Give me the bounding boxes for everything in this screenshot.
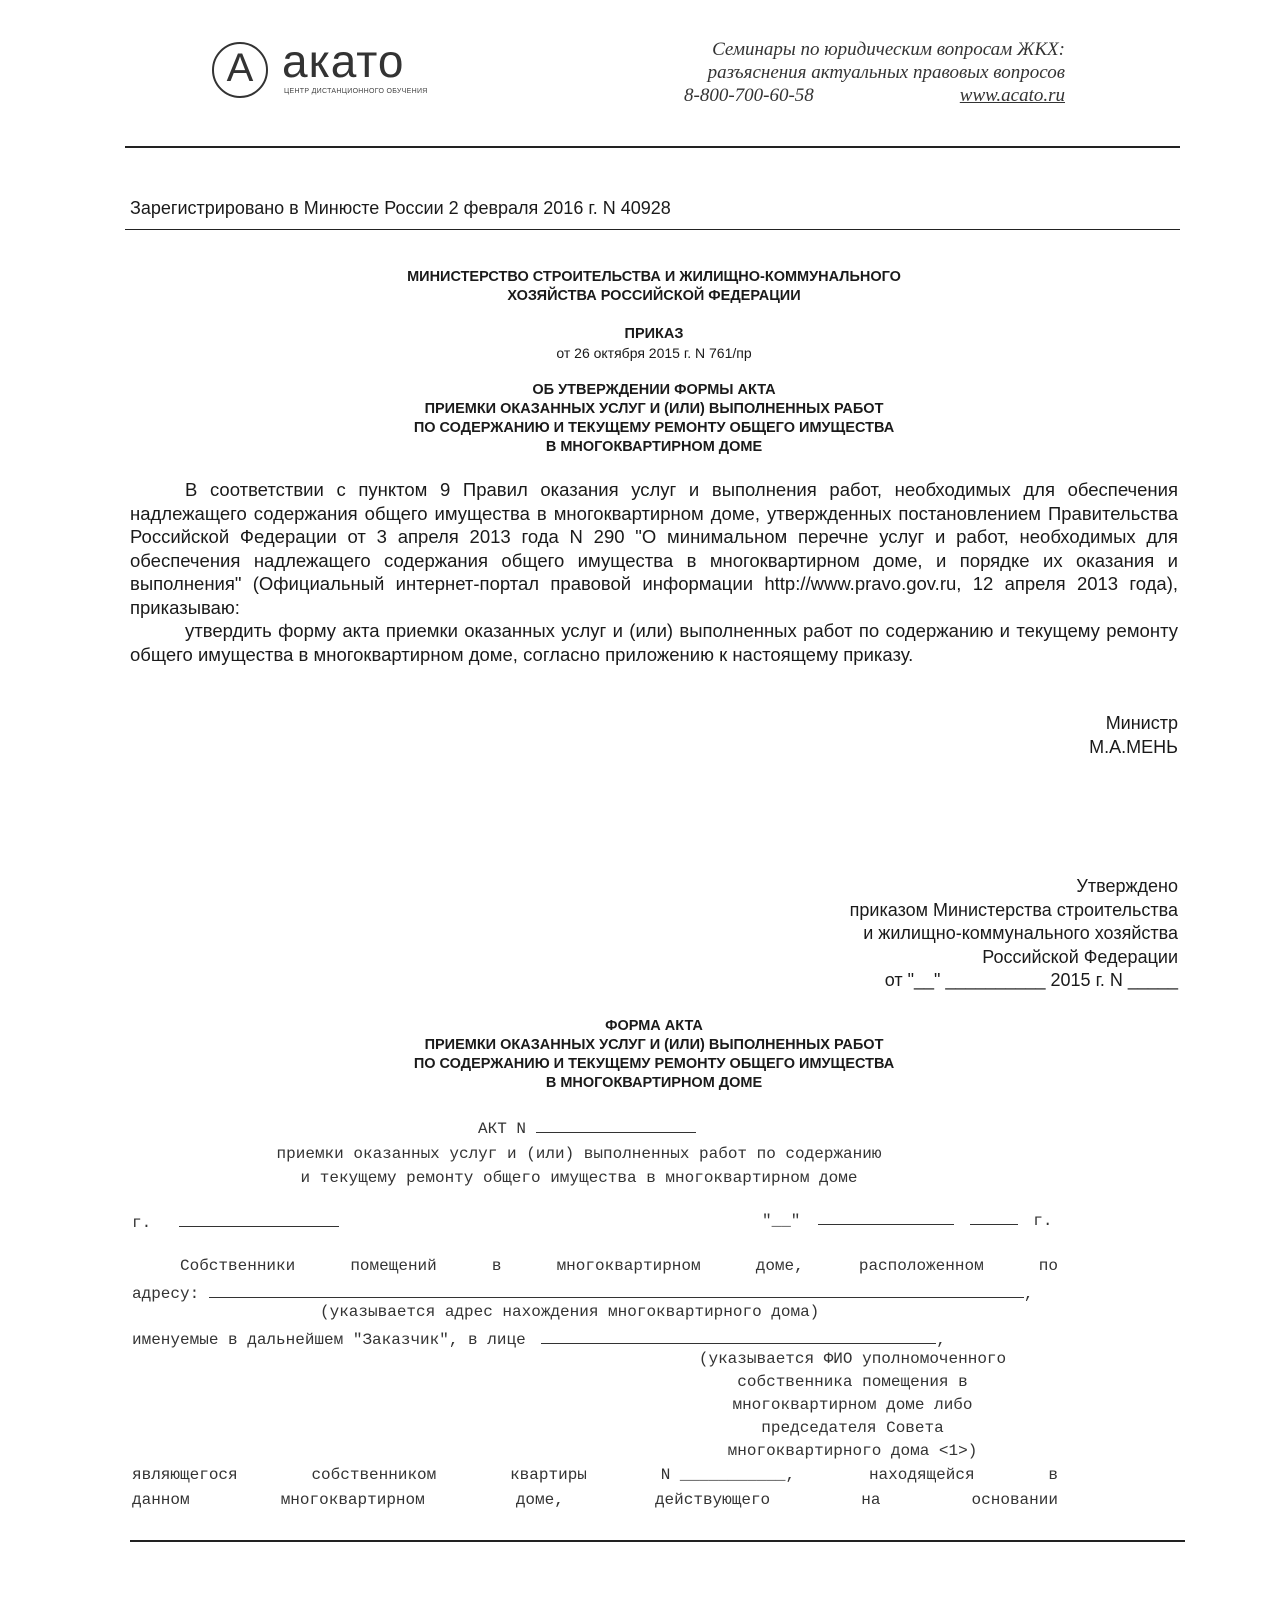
- act-number: [478, 1118, 696, 1138]
- word: находящейся: [868, 1466, 975, 1484]
- hint-line: собственника помещения в: [737, 1373, 968, 1391]
- signature-position: Министр: [1105, 713, 1178, 733]
- approval-line: Российской Федерации: [982, 946, 1178, 967]
- subject-line: В МНОГОКВАРТИРНОМ ДОМЕ: [545, 439, 763, 455]
- header-website-link[interactable]: www.acato.ru: [959, 85, 1065, 106]
- word: в: [491, 1257, 502, 1275]
- registration-divider: [125, 229, 1180, 230]
- header-line-1: Семинары по юридическим вопросам ЖКХ:: [712, 39, 1065, 60]
- hint-line: многоквартирного дома <1>): [727, 1442, 978, 1460]
- customer-field[interactable]: [541, 1329, 936, 1344]
- logo-subtitle: ЦЕНТР ДИСТАНЦИОННОГО ОБУЧЕНИЯ: [284, 88, 428, 95]
- order-heading: [130, 325, 1178, 363]
- approval-line: приказом Министерства строительства: [849, 899, 1178, 920]
- header-phone: 8-800-700-60-58: [684, 85, 814, 106]
- date-year-field[interactable]: [970, 1210, 1018, 1225]
- order-subject: [130, 381, 1178, 457]
- paragraph-2: утвердить форму акта приемки оказанных услуг и (или) выполненных работ по содержанию и текущему ремонту общего имущества в многоквартирном доме, согласно приложению к настоящему приказу.: [130, 620, 1178, 665]
- subject-line: ПРИЕМКИ ОКАЗАННЫХ УСЛУГ И (ИЛИ) ВЫПОЛНЕННЫХ РАБОТ: [424, 401, 884, 417]
- approval-line: Утверждено: [1076, 876, 1178, 896]
- acato-logo: [212, 35, 462, 102]
- logo-word: акато: [282, 35, 405, 87]
- city-row: [132, 1212, 339, 1232]
- word: многоквартирном: [280, 1491, 425, 1509]
- hint-line: председателя Совета: [761, 1419, 944, 1437]
- word: расположенном: [858, 1257, 984, 1275]
- order-body: [130, 478, 1178, 666]
- date-month-field[interactable]: [818, 1210, 954, 1225]
- logo-letter: A: [226, 46, 254, 90]
- city-label: г.: [132, 1214, 152, 1232]
- act-subtitle-line: приемки оказанных услуг и (или) выполненных работ по содержанию: [276, 1145, 882, 1163]
- word: квартиры: [510, 1466, 587, 1484]
- address-label: адресу:: [132, 1285, 200, 1303]
- customer-row: именуемые в дальнейшем "Заказчик", в лице ,: [132, 1331, 946, 1349]
- act-number-field[interactable]: [536, 1118, 696, 1133]
- signature-name: М.А.МЕНЬ: [1089, 736, 1178, 757]
- approval-line: от "__" __________ 2015 г. N _____: [884, 970, 1178, 990]
- order-title: ПРИКАЗ: [624, 326, 684, 342]
- word: доме,: [755, 1257, 804, 1275]
- owners-line: [180, 1257, 1058, 1275]
- signature-block: [1089, 712, 1178, 759]
- customer-hint: [655, 1348, 1050, 1463]
- date-day[interactable]: "__": [762, 1212, 801, 1230]
- address-hint: (указывается адрес нахождения многоквартирного дома): [320, 1303, 820, 1321]
- hint-line: многоквартирном доме либо: [732, 1396, 973, 1414]
- subject-line: ПО СОДЕРЖАНИЮ И ТЕКУЩЕМУ РЕМОНТУ ОБЩЕГО ИМУЩЕСТВА: [413, 420, 895, 436]
- footer-divider: [130, 1540, 1185, 1542]
- address-row: адресу: ,: [132, 1285, 1034, 1303]
- basis-line: [132, 1491, 1058, 1509]
- ministry-line: МИНИСТЕРСТВО СТРОИТЕЛЬСТВА И ЖИЛИЩНО-КОММУНАЛЬНОГО: [407, 269, 901, 285]
- owner-line: [132, 1466, 1058, 1484]
- paragraph-1: В соответствии с пунктом 9 Правил оказания услуг и выполнения работ, необходимых для обеспечения надлежащего содержания общего имущества в многоквартирном доме, утвержденных постановлением Правительства Российской Федерации от 3 апреля 2013 года N 290 "О минимальном перечне услуг и работ, необходимых для обеспечения надлежащего содержания общего имущества в многоквартирном доме, и порядке их оказания и выполнения" (Официальный интернет-портал правовой информации http://www.pravo.gov.ru, 12 апреля 2013 года), приказываю:: [130, 479, 1178, 618]
- act-subtitle: [130, 1142, 1178, 1190]
- form-title: [130, 1017, 1178, 1093]
- header-divider: [125, 146, 1180, 148]
- word: по: [1038, 1257, 1058, 1275]
- city-field[interactable]: [179, 1212, 339, 1227]
- word: собственником: [311, 1466, 437, 1484]
- word: данном: [132, 1491, 190, 1509]
- word: Собственники: [180, 1257, 296, 1275]
- word: многоквартирном: [556, 1257, 701, 1275]
- apartment-number-field[interactable]: N ___________,: [660, 1466, 796, 1484]
- date-row: [762, 1210, 1052, 1230]
- word: являющегося: [132, 1466, 238, 1484]
- form-title-line: В МНОГОКВАРТИРНОМ ДОМЕ: [545, 1075, 763, 1091]
- subject-line: ОБ УТВЕРЖДЕНИИ ФОРМЫ АКТА: [532, 382, 776, 398]
- form-title-line: ПРИЕМКИ ОКАЗАННЫХ УСЛУГ И (ИЛИ) ВЫПОЛНЕННЫХ РАБОТ: [424, 1037, 884, 1053]
- form-title-line: ФОРМА АКТА: [605, 1018, 703, 1034]
- approval-block: [850, 875, 1178, 993]
- word: доме,: [515, 1491, 564, 1509]
- ministry-line: ХОЗЯЙСТВА РОССИЙСКОЙ ФЕДЕРАЦИИ: [507, 288, 801, 304]
- form-title-line: ПО СОДЕРЖАНИЮ И ТЕКУЩЕМУ РЕМОНТУ ОБЩЕГО ИМУЩЕСТВА: [413, 1056, 895, 1072]
- word: действующего: [654, 1491, 771, 1509]
- header-info: [660, 38, 1065, 107]
- hint-line: (указывается ФИО уполномоченного: [698, 1350, 1007, 1368]
- act-subtitle-line: и текущему ремонту общего имущества в многоквартирном доме: [300, 1169, 858, 1187]
- customer-label: именуемые в дальнейшем "Заказчик", в лице: [132, 1331, 526, 1349]
- address-field[interactable]: [209, 1283, 1024, 1298]
- year-suffix: г.: [1033, 1212, 1053, 1230]
- registration-note: Зарегистрировано в Минюсте России 2 февраля 2016 г. N 40928: [130, 198, 671, 218]
- header-line-2: разъяснения актуальных правовых вопросов: [707, 62, 1065, 83]
- word: основании: [971, 1491, 1058, 1509]
- order-date: от 26 октября 2015 г. N 761/пр: [556, 345, 752, 361]
- word: на: [861, 1491, 881, 1509]
- word: в: [1048, 1466, 1058, 1484]
- word: помещений: [350, 1257, 437, 1275]
- approval-line: и жилищно-коммунального хозяйства: [863, 923, 1178, 943]
- act-number-label: АКТ N: [478, 1120, 527, 1138]
- ministry-title: [130, 268, 1178, 306]
